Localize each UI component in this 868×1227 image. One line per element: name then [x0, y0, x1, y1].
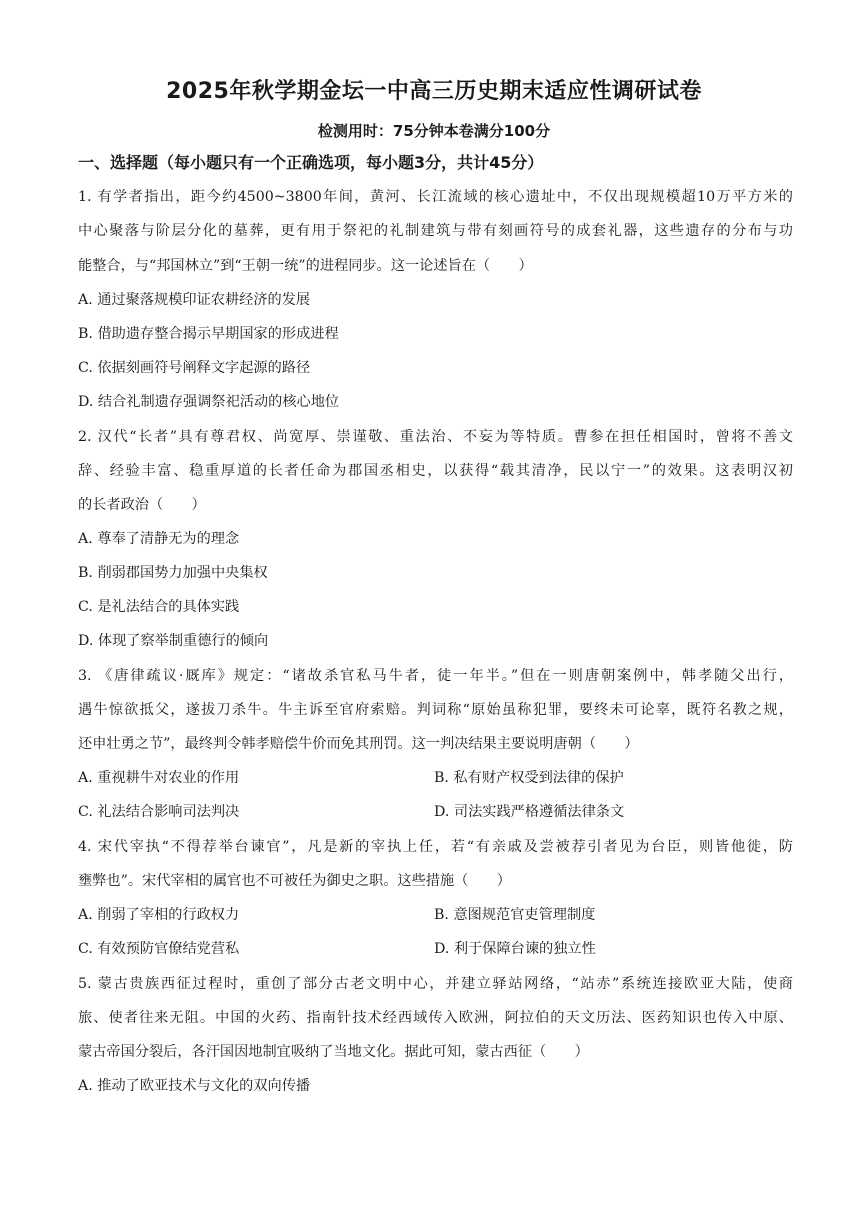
question-4-option-d: D. 利于保障台谏的独立性 [434, 941, 596, 957]
question-2-option-b: B. 削弱郡国势力加强中央集权 [78, 565, 268, 581]
question-3-option-a: A. 重视耕牛对农业的作用 [78, 770, 240, 786]
question-1-line-3: 能整合，与“邦国林立”到“王朝一统”的进程同步。这一论述旨在（ ） [78, 258, 533, 274]
question-3-option-b: B. 私有财产权受到法律的保护 [434, 770, 624, 786]
question-4-option-a: A. 削弱了宰相的行政权力 [78, 907, 240, 923]
question-2-line-3: 的长者政治（ ） [78, 497, 206, 513]
question-2-option-c: C. 是礼法结合的具体实践 [78, 599, 240, 615]
question-5-line-1: 5. 蒙古贵族西征过程时，重创了部分古老文明中心，并建立驿站网络，“站赤”系统连接欧亚大陆，使商 [78, 976, 793, 992]
question-1-option-a: A. 通过聚落规模印证农耕经济的发展 [78, 292, 311, 308]
question-2-line-2: 辞、经验丰富、稳重厚道的长者任命为郡国丞相史，以获得“载其清净，民以宁一”的效果。这表明汉初 [78, 463, 793, 479]
section-heading: 一、选择题（每小题只有一个正确选项，每小题3分，共计45分） [78, 153, 544, 172]
question-5-line-3: 蒙古帝国分裂后，各汗国因地制宜吸纳了当地文化。据此可知，蒙古西征（ ） [78, 1044, 589, 1060]
question-3-option-c: C. 礼法结合影响司法判决 [78, 804, 240, 820]
question-2-option-d: D. 体现了察举制重德行的倾向 [78, 633, 269, 649]
question-1-line-1: 1. 有学者指出，距今约4500~3800年间，黄河、长江流域的核心遗址中，不仅出现规模超10万平方米的 [78, 189, 793, 205]
question-1-option-c: C. 依据刻画符号阐释文字起源的路径 [78, 360, 311, 376]
question-1-line-2: 中心聚落与阶层分化的墓葬，更有用于祭祀的礼制建筑与带有刻画符号的成套礼器，这些遗存的分布与功 [78, 223, 793, 239]
question-2-line-1: 2. 汉代“长者”具有尊君权、尚宽厚、崇谨敬、重法治、不妄为等特质。曹参在担任相国时，曾将不善文 [78, 429, 793, 445]
question-3-option-d: D. 司法实践严格遵循法律条文 [434, 804, 625, 820]
question-1-option-b: B. 借助遗存整合揭示早期国家的形成进程 [78, 326, 339, 342]
question-1-option-d: D. 结合礼制遗存强调祭祀活动的核心地位 [78, 394, 340, 410]
question-3-line-3: 还申壮勇之节”，最终判令韩孝赔偿牛价而免其刑罚。这一判决结果主要说明唐朝（ ） [78, 736, 639, 752]
question-4-line-1: 4. 宋代宰执“不得荐举台谏官”，凡是新的宰执上任，若“有亲戚及尝被荐引者见为台臣，则皆他徙，防 [78, 839, 793, 855]
question-5-option-a: A. 推动了欧亚技术与文化的双向传播 [78, 1078, 311, 1094]
question-4-option-b: B. 意图规范官吏管理制度 [434, 907, 596, 923]
exam-title: 2025年秋学期金坛一中高三历史期末适应性调研试卷 [166, 79, 702, 104]
question-5-line-2: 旅、使者往来无阻。中国的火药、指南针技术经西域传入欧洲，阿拉伯的天文历法、医药知识也传入中原、 [78, 1010, 793, 1026]
question-4-option-c: C. 有效预防官僚结党营私 [78, 941, 240, 957]
question-4-line-2: 壅弊也”。宋代宰相的属官也不可被任为御史之职。这些措施（ ） [78, 873, 511, 889]
question-3-line-1: 3. 《唐律疏议·厩库》规定：“诸故杀官私马牛者，徒一年半。”但在一则唐朝案例中，韩孝随父出行， [78, 668, 793, 684]
exam-subtitle: 检测用时：75分钟本卷满分100分 [317, 122, 551, 140]
question-2-option-a: A. 尊奉了清静无为的理念 [78, 531, 240, 547]
question-3-line-2: 遇牛惊欲抵父，遂拔刀杀牛。牛主诉至官府索赔。判词称“原始虽称犯罪，要终未可论辜，既符名教之规， [78, 702, 793, 718]
